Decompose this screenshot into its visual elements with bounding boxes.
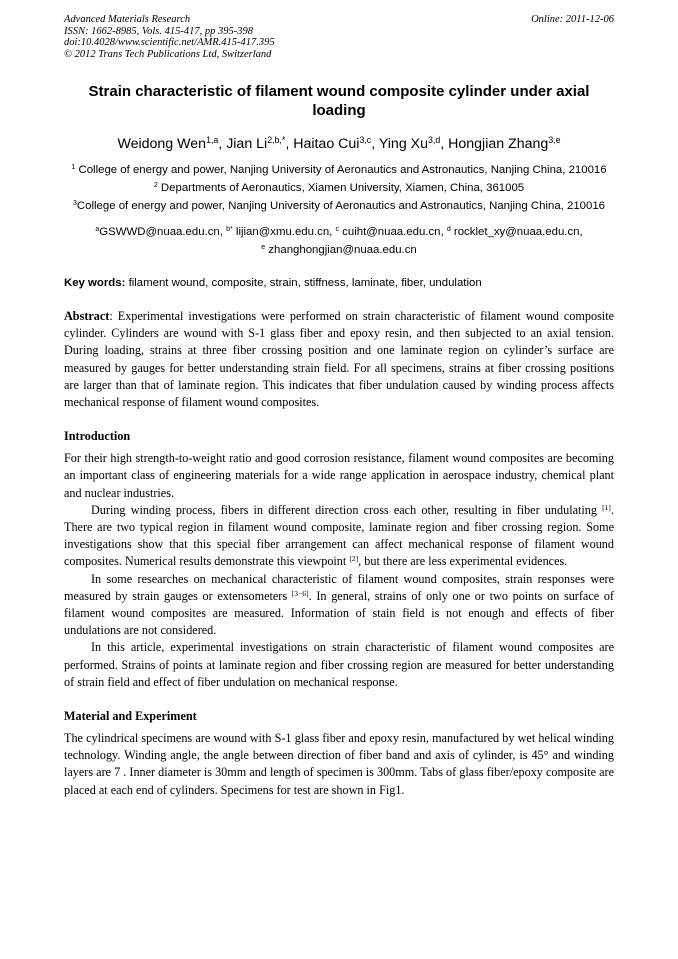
keywords: Key words: filament wound, composite, strain, stiffness, laminate, fiber, undulation	[64, 277, 482, 289]
affiliation-2: $^2$ Departments of Aeronautics, Xiamen University, Xiamen, China, 361005	[153, 182, 525, 194]
paragraph: For their high strength-to-weight ratio and good corrosion resistance, filament wound composites are becoming an important class of engineering materials for a wide range application in aerospace industry, chemical plant and nuclear industries.	[64, 451, 614, 500]
online-date: Online: 2011-12-06	[531, 14, 614, 25]
author: Weidong Wen$^{1,a}$,	[117, 135, 227, 152]
citation: [3−6]	[291, 588, 309, 598]
paper-page	[64, 14, 614, 799]
copyright-line: © 2012 Trans Tech Publications Ltd, Switzerland	[64, 48, 272, 60]
running-header	[64, 14, 614, 60]
paper-title: Strain characteristic of filament wound composite cylinder under axial loading	[88, 83, 590, 119]
paragraph: During winding process, fibers in different direction cross each other, resulting in fiber undulating [1]. There are two typical region in filament wound composite, laminate region and fiber crossing region. Some investigations show that this special fiber arrangement can affect mechanical response of filament wound composites. Numerical results demonstrate this viewpoint [2], but there are less experimental evidences.	[64, 502, 614, 569]
section-heading-material: Material and Experiment	[64, 709, 197, 724]
paragraph: The cylindrical specimens are wound with S-1 glass fiber and epoxy resin, manufactured by wet helical winding technology. Winding angle, the angle between direction of fiber band and axis of cylinder, is 45° and winding layers are 7 . Inner diameter is 30mm and length of specimen is 300mm. Tabs of glass fiber/epoxy composite are placed at each end of cylinders. Specimens for test are shown in Fig1.	[64, 731, 614, 797]
author: Ying Xu$^{3,d}$,	[378, 135, 449, 152]
abstract-label: Abstract	[64, 309, 110, 323]
author-list	[64, 135, 614, 153]
introduction-body	[64, 450, 614, 691]
affiliation-1: $^1$ College of energy and power, Nanjing University of Aeronautics and Astronautics, Nanjing China, 210016	[71, 164, 607, 176]
paragraph: In some researches on mechanical characteristic of filament wound composites, strain responses were measured by strain gauges or extensometers [3−6]. In general, strains of only one or two points on surface of filament wound composites are measured. Information of stain field is not enough and effects of fiber undulations are not considered.	[64, 571, 614, 638]
author: Hongjian Zhang$^{3,e}$	[448, 135, 561, 152]
author: Haitao Cui$^{3,c}$,	[293, 135, 379, 152]
citation: [1]	[602, 502, 611, 512]
affiliation-3: $^3$College of energy and power, Nanjing University of Aeronautics and Astronautics, Nanjing China, 210016	[72, 200, 605, 212]
citation: [2]	[349, 554, 359, 564]
issn-line: ISSN: 1662-8985, Vols. 415-417, pp 395-398	[64, 25, 253, 37]
abstract: Abstract: Experimental investigations were performed on strain characteristic of filament wound composite cylinder. Cylinders are wound with S-1 glass fiber and epoxy resin, and then subjected to an axial tension. During loading, strains at three fiber crossing position and one laminate region on cylinder’s surface are measured by gauges for better understanding strain field. For all specimens, strains at fiber crossing positions are larger than that of laminate region. This indicates that fiber undulation caused by winding process affects mechanical response of filament wound composites.	[64, 309, 614, 410]
author-emails: $^a$GSWWD@nuaa.edu.cn, $^{b*}$ lijian@xmu.edu.cn, $^c$ cuiht@nuaa.edu.cn, $^d$ rocklet_xy@nuaa.edu.cn, $^e$ zhanghongjian@nuaa.edu.cn	[95, 226, 583, 256]
section-heading-introduction: Introduction	[64, 429, 131, 444]
author: Jian $Li^{2,b,*}$,	[226, 135, 294, 152]
journal-name: Advanced Materials Research	[64, 14, 191, 25]
paragraph: In this article, experimental investigations on strain characteristic of filament wound composites are performed. Strains of points at laminate region and fiber crossing region are measured for better understanding of strain field and effect of fiber undulation on mechanical response.	[64, 640, 614, 689]
doi-line: doi:10.4028/www.scientific.net/AMR.415-417.395	[64, 37, 275, 48]
keywords-label: Key words:	[64, 277, 126, 289]
material-body	[64, 730, 614, 799]
